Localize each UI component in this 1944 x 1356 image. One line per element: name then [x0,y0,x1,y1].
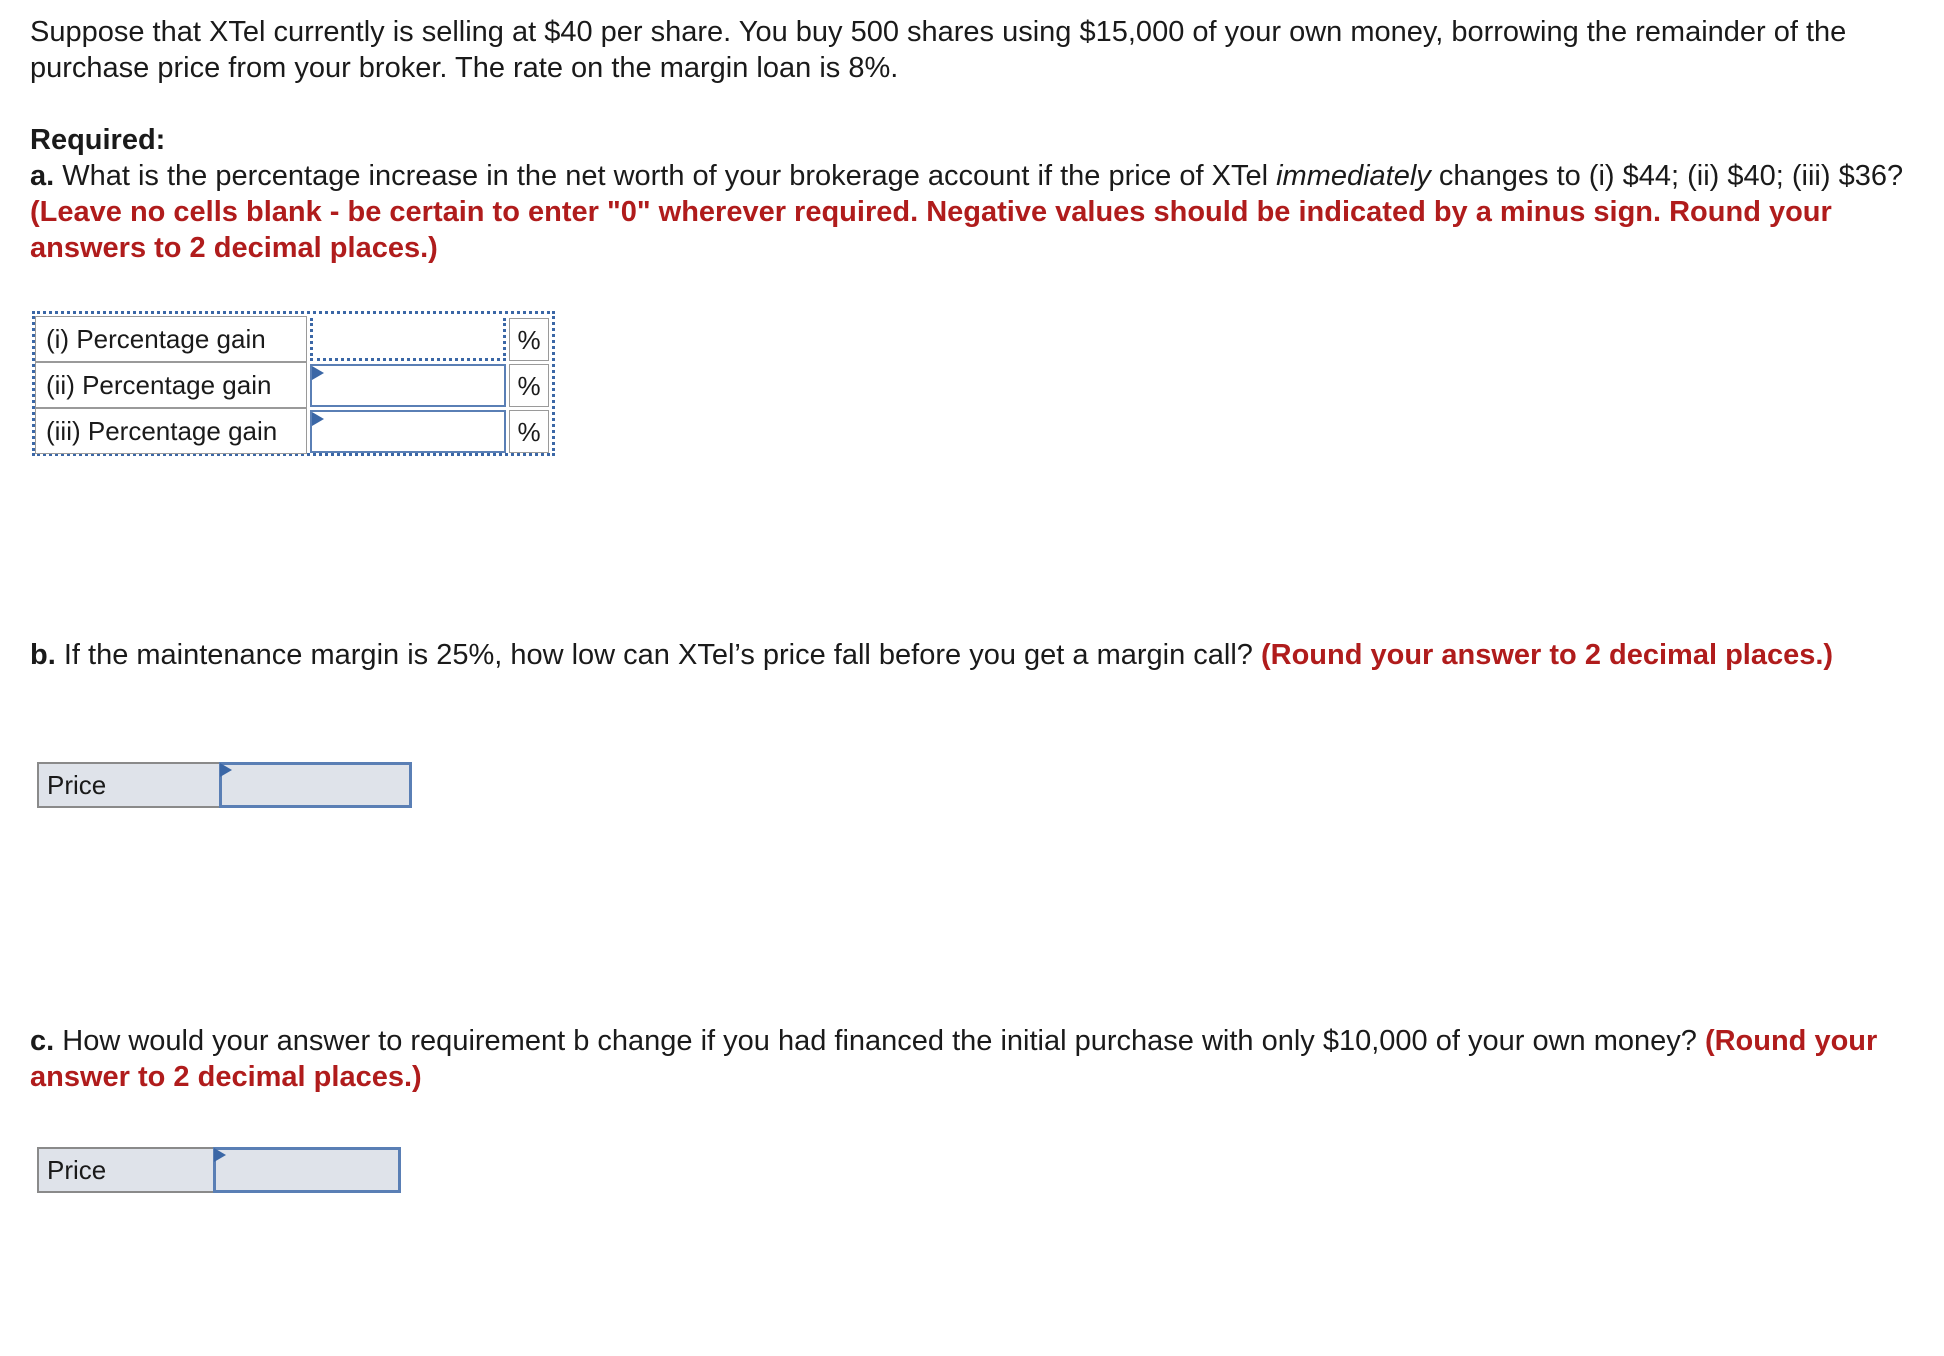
part-b-answer-table [37,762,412,808]
percentage-gain-i-input[interactable] [310,318,506,361]
percentage-gain-iii-input[interactable] [310,410,506,453]
part-c-answer-table [37,1147,401,1193]
part-b-price-input[interactable] [219,762,412,808]
row-label-ii: (ii) Percentage gain [35,362,307,408]
percentage-gain-ii-input[interactable] [310,364,506,407]
input-marker-icon [312,412,324,426]
part-c-letter: c. [30,1025,55,1057]
part-a-question-end: changes to (i) $44; (ii) $40; (iii) $36? [1430,160,1904,192]
percent-unit-i: % [509,318,549,361]
percent-unit-iii: % [509,410,549,453]
part-c-instruction: (Round your answer to 2 decimal places.) [30,1025,1878,1093]
row-label-i: (i) Percentage gain [35,316,307,362]
intro-text: Suppose that XTel currently is selling at $40 per share. You buy 500 shares using $15,000 of your own money, borrowing the remainder of the purchase price from your broker. The rate on the margin loan is 8%. [30,16,1847,84]
part-a-question-start: What is the percentage increase in the net worth of your brokerage account if the price of XTel [54,160,1277,192]
part-c-price-label: Price [37,1147,215,1193]
part-c-question [30,1023,1910,1095]
table-row [35,316,552,362]
problem-statement [30,14,1910,86]
table-row [35,408,552,454]
required-section [30,122,1910,266]
required-heading: Required: [30,124,166,156]
part-b-price-label: Price [37,762,221,808]
part-c-price-input[interactable] [213,1147,401,1193]
part-b-letter: b. [30,639,56,671]
part-b-instruction: (Round your answer to 2 decimal places.) [1260,639,1834,671]
part-a-question-italic: immediately [1276,160,1431,192]
row-label-iii: (iii) Percentage gain [35,408,307,454]
input-marker-icon [312,366,324,380]
table-row [35,362,552,408]
part-b-question [30,637,1910,673]
part-a-answer-table [32,311,555,456]
percent-unit-ii: % [509,364,549,407]
part-c-question-text: How would your answer to requirement b change if you had financed the initial purchase with only $10,000 of your own money? [54,1025,1705,1057]
part-a-instruction: (Leave no cells blank - be certain to enter "0" wherever required. Negative values should be indicated by a minus sign. Round your answers to 2 decimal places.) [30,196,1832,264]
part-a-letter: a. [30,160,55,192]
input-marker-icon [220,763,232,777]
input-marker-icon [214,1148,226,1162]
part-b-question-text: If the maintenance margin is 25%, how low can XTel’s price fall before you get a margin call? [55,639,1261,671]
